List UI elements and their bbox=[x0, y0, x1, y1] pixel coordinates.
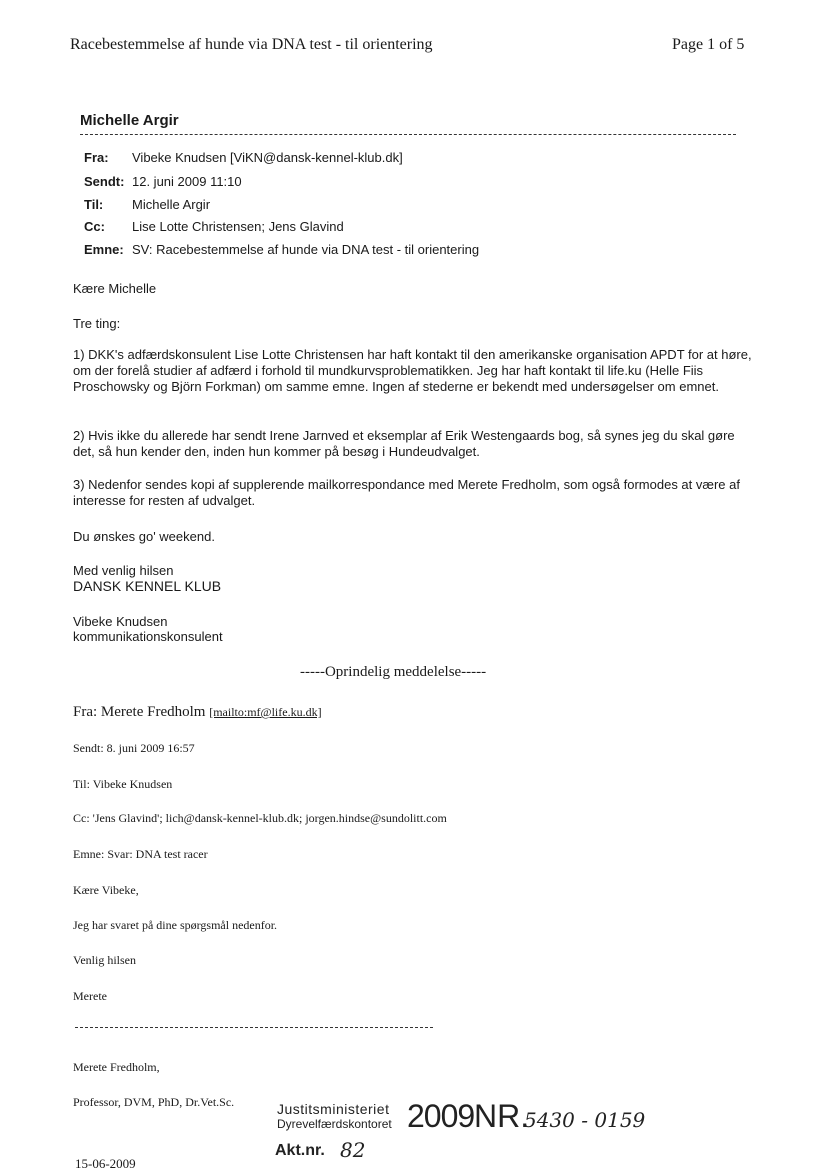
body-closing: Du ønskes go' weekend. bbox=[73, 529, 215, 544]
email-from-row bbox=[84, 150, 403, 165]
email-sent-row bbox=[84, 174, 242, 189]
forwarded-signature-name: Merete Fredholm, bbox=[73, 1060, 160, 1074]
forwarded-line-1: Jeg har svaret på dine spørgsmål nedenfor. bbox=[73, 918, 278, 932]
email-to-row bbox=[84, 197, 210, 212]
forwarded-from-line bbox=[73, 704, 322, 721]
mailbox-owner-name: Michelle Argir bbox=[80, 112, 179, 129]
body-point-2: 2) Hvis ikke du allerede har sendt Irene Jarnved et eksemplar af Erik Westengaards bog, så synes jeg du skal gøre det, så hun kender den, inden hun kommer på besøg i Hundeudvalget. bbox=[73, 428, 735, 459]
forwarded-subject: Emne: Svar: DNA test racer bbox=[73, 847, 208, 861]
header-divider bbox=[80, 134, 736, 135]
sent-value: 12. juni 2009 11:10 bbox=[132, 174, 242, 189]
email-subject-row bbox=[84, 242, 479, 257]
forwarded-from-label: Fra: Merete Fredholm bbox=[73, 704, 210, 720]
page-header-title: Racebestemmelse af hunde via DNA test - til orientering bbox=[70, 36, 433, 53]
forwarded-name: Merete bbox=[73, 989, 107, 1003]
body-point-1: 1) DKK's adfærdskonsulent Lise Lotte Christensen har haft kontakt til den amerikanske organisation APDT for at høre, om der forelå studier af adfærd i forhold til mundkurvsproblematikken. Jeg har haft kontakt til life.ku (Helle Fiis Proschowsky og Björn Forkman) om samme emne. Ingen af stederne er bekendt med undersøgelser om emnet. bbox=[73, 347, 752, 394]
signature-title: kommunikationskonsulent bbox=[73, 629, 223, 644]
footer-date: 15-06-2009 bbox=[75, 1156, 136, 1171]
forwarded-greeting: Kære Vibeke, bbox=[73, 883, 139, 897]
email-cc-row bbox=[84, 219, 344, 234]
stamp-year: 2009 bbox=[407, 1098, 475, 1134]
page-number: Page 1 of 5 bbox=[672, 36, 745, 53]
from-label: Fra: bbox=[84, 150, 109, 165]
forwarded-regards: Venlig hilsen bbox=[73, 953, 136, 967]
stamp-handwritten-number: 5430 - 0159 bbox=[524, 1108, 646, 1132]
signature-name: Vibeke Knudsen bbox=[73, 614, 168, 629]
body-greeting: Kære Michelle bbox=[73, 281, 157, 296]
stamp-nr-label: NR. bbox=[474, 1098, 530, 1134]
forwarded-sent: Sendt: 8. juni 2009 16:57 bbox=[73, 741, 195, 755]
body-regards: Med venlig hilsen bbox=[73, 563, 174, 578]
cc-value: Lise Lotte Christensen; Jens Glavind bbox=[132, 219, 344, 234]
body-organization: DANSK KENNEL KLUB bbox=[73, 578, 222, 594]
stamp-akt-handwritten: 82 bbox=[340, 1138, 366, 1162]
to-value: Michelle Argir bbox=[132, 197, 211, 212]
stamp-office: Dyrevelfærdskontoret bbox=[277, 1117, 392, 1131]
stamp-akt-label: Akt.nr. bbox=[275, 1142, 325, 1159]
original-message-separator: -----Oprindelig meddelelse----- bbox=[300, 664, 487, 680]
cc-label: Cc: bbox=[84, 219, 105, 234]
forwarded-to: Til: Vibeke Knudsen bbox=[73, 777, 173, 791]
from-value: Vibeke Knudsen [ViKN@dansk-kennel-klub.dk] bbox=[132, 150, 403, 165]
forwarded-divider bbox=[75, 1027, 433, 1028]
forwarded-signature-title: Professor, DVM, PhD, Dr.Vet.Sc. bbox=[73, 1095, 235, 1109]
to-label: Til: bbox=[84, 197, 104, 212]
body-point-3: 3) Nedenfor sendes kopi af supplerende mailkorrespondance med Merete Fredholm, som også formodes at være af interesse for resten af udvalget. bbox=[73, 477, 740, 508]
subject-label: Emne: bbox=[84, 242, 124, 257]
body-intro: Tre ting: bbox=[73, 316, 121, 331]
forwarded-cc: Cc: 'Jens Glavind'; lich@dansk-kennel-klub.dk; jorgen.hindse@sundolitt.com bbox=[73, 811, 447, 825]
forwarded-from-mailto-link[interactable]: [mailto:mf@life.ku.dk] bbox=[209, 705, 322, 719]
stamp-ministry: Justitsministeriet bbox=[277, 1101, 390, 1117]
subject-value: SV: Racebestemmelse af hunde via DNA test - til orientering bbox=[132, 242, 480, 257]
sent-label: Sendt: bbox=[84, 174, 125, 189]
